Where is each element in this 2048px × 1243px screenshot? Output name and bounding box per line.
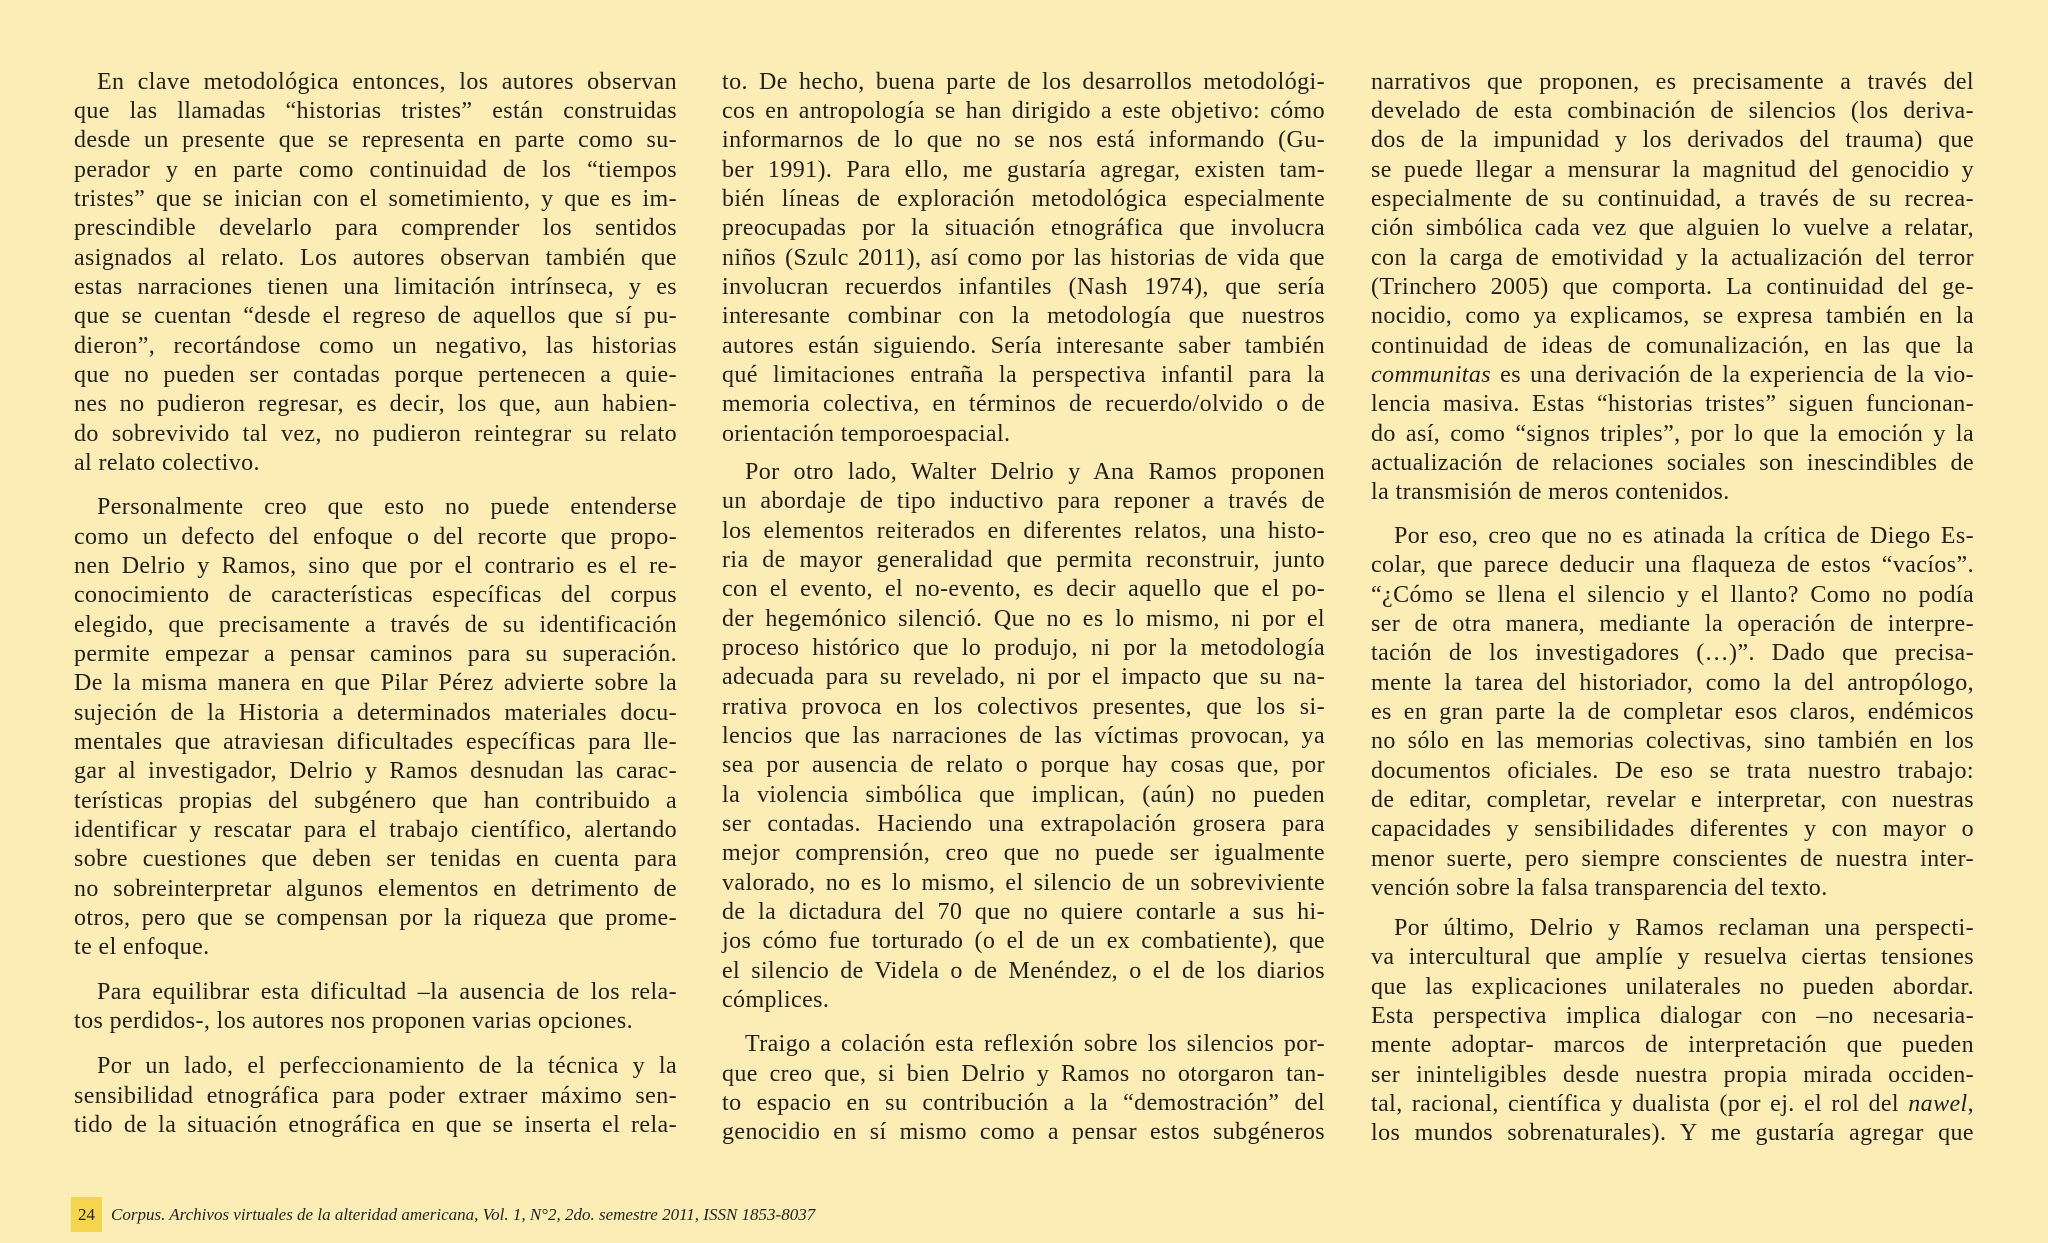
text-line: conocimiento de características específicas del corpus — [74, 582, 677, 609]
text-line: autores están siguiendo. Sería interesante saber también — [722, 332, 1325, 359]
text-column-2 — [722, 0, 1325, 1180]
paragraph — [74, 68, 677, 479]
text-line: nen Delrio y Ramos, sino que por el contrario es el re- — [74, 553, 677, 580]
text-line: dos de la impunidad y los derivados del trauma) que — [1371, 127, 1974, 154]
page-number: 24 — [71, 1197, 102, 1232]
text-line: Para equilibrar esta dificultad –la ausencia de los rela- — [97, 979, 677, 1005]
text-line: to espacio en su contribución a la “demostración” del — [722, 1089, 1325, 1116]
text-line: con el evento, el no-evento, es decir aquello que el po- — [722, 576, 1325, 603]
text-line: de editar, completar, revelar e interpretar, con nuestras — [1371, 787, 1974, 814]
emphasized-term: nawel — [1908, 1090, 1968, 1117]
text-line: mente adoptar- marcos de interpretación que pueden — [1371, 1032, 1974, 1059]
text-line: mentales que atraviesan dificultades específicas para lle- — [74, 729, 677, 756]
text-line: al relato colectivo. — [74, 449, 260, 476]
text-line: con la carga de emotividad y la actualización del terror — [1371, 244, 1974, 271]
text-line: dieron”, recortándose como un negativo, las historias — [74, 332, 677, 359]
text-line: que creo que, si bien Delrio y Ramos no otorgaron tan- — [722, 1060, 1325, 1087]
text-line: cómplices. — [722, 987, 830, 1013]
text-line: Por otro lado, Walter Delrio y Ana Ramos proponen — [745, 459, 1325, 486]
text-line: tos perdidos-, los autores nos proponen varias opciones. — [74, 1008, 633, 1035]
text-line: identificar y rescatar para el trabajo científico, alertando — [74, 817, 677, 843]
text-line: como un defecto del enfoque o del recorte que propo- — [74, 523, 677, 550]
text-line: prescindible develarlo para comprender los sentidos — [74, 215, 677, 242]
text-line: de la dictadura del 70 que no quiere contarle a sus hi- — [722, 899, 1325, 926]
paragraph — [722, 68, 1325, 449]
text-line: estas narraciones tienen una limitación intrínseca, y es — [74, 273, 677, 300]
text-line: mejor comprensión, creo que no puede ser igualmente — [722, 840, 1325, 867]
paragraph — [722, 458, 1325, 1015]
text-line: los mundos sobrenaturales). Y me gustaría agregar que — [1371, 1120, 1974, 1147]
text-line: que no pueden ser contadas porque pertenecen a quie- — [74, 361, 677, 388]
text-line: der hegemónico silenció. Que no es lo mismo, ni por el — [722, 605, 1325, 632]
text-line: sensibilidad etnográfica para poder extraer máximo sen- — [74, 1082, 677, 1109]
text-line: sea por ausencia de relato o porque hay cosas que, por — [722, 752, 1325, 779]
text-line: la transmisión de meros contenidos. — [1371, 479, 1730, 506]
text-line: menor suerte, pero siempre conscientes de nuestra inter- — [1371, 845, 1974, 872]
text-line: ser contadas. Haciendo una extrapolación grosera para — [722, 811, 1325, 838]
paragraph — [1371, 68, 1974, 508]
text-line: sujeción de la Historia a determinados materiales docu- — [74, 699, 677, 726]
text-line: lencia masiva. Estas “historias tristes” siguen funcionan- — [1371, 391, 1974, 418]
text-line: que las llamadas “historias tristes” están construidas — [74, 97, 677, 124]
text-line: qué limitaciones entraña la perspectiva infantil para la — [722, 361, 1325, 388]
text-column-1 — [74, 0, 677, 1180]
text-line: nocidio, como ya explicamos, se expresa también en la — [1371, 303, 1974, 330]
text-segment: tal, racional, científica y dualista (por ej. el rol del — [1371, 1090, 1909, 1117]
paragraph — [74, 978, 677, 1037]
text-line: bién líneas de exploración metodológica especialmente — [722, 185, 1325, 212]
text-line: la violencia simbólica que implican, (aún) no pueden — [722, 781, 1325, 808]
text-line: interesante combinar con la metodología que nuestros — [722, 303, 1325, 330]
text-line: to. De hecho, buena parte de los desarrollos metodológi- — [722, 68, 1325, 95]
text-line: tido de la situación etnográfica en que se inserta el rela- — [74, 1112, 677, 1139]
text-line: actualización de relaciones sociales son inescindibles de — [1371, 449, 1974, 476]
text-line: cos en antropología se han dirigido a este objetivo: cómo — [722, 97, 1325, 124]
text-line: Personalmente creo que esto no puede entenderse — [97, 494, 677, 521]
text-line: narrativos que proponen, es precisamente a través del — [1371, 68, 1974, 95]
text-line: ser ininteligibles desde nuestra propia mirada occiden- — [1371, 1061, 1974, 1088]
text-line: jos cómo fue torturado (o el de un ex combatiente), que — [722, 928, 1325, 955]
text-line: adecuada para su revelado, ni por el impacto que su na- — [722, 664, 1325, 691]
text-line: permite empezar a pensar caminos para su superación. — [74, 641, 677, 668]
text-line: ser de otra manera, mediante la operación de interpre- — [1371, 611, 1974, 638]
text-line: un abordaje de tipo inductivo para reponer a través de — [722, 488, 1325, 515]
text-line: proceso histórico que lo produjo, ni por la metodología — [722, 635, 1325, 662]
text-line: nes no pudieron regresar, es decir, los que, aun habien- — [74, 391, 677, 418]
text-line: En clave metodológica entonces, los autores observan — [97, 68, 677, 95]
text-line: es en gran parte la de completar esos claros, endémicos — [1371, 699, 1974, 726]
text-segment: es una derivación de la experiencia de la vio- — [1491, 361, 1974, 388]
text-line: continuidad de ideas de comunalización, en las que la — [1371, 332, 1974, 359]
text-line: que las explicaciones unilaterales no pueden abordar. — [1371, 973, 1974, 1000]
text-line: terísticas propias del subgénero que han contribuido a — [74, 787, 677, 814]
text-line: rrativa provoca en los colectivos presentes, que los si- — [722, 693, 1325, 720]
text-line: tación de los investigadores (…)”. Dado que precisa- — [1371, 640, 1974, 667]
text-line: ria de mayor generalidad que permita reconstruir, junto — [722, 547, 1325, 574]
text-line: perador y en parte como continuidad de los “tiempos — [74, 156, 677, 183]
text-line: De la misma manera en que Pilar Pérez advierte sobre la — [74, 670, 677, 697]
text-line: vención sobre la falsa transparencia del texto. — [1371, 875, 1828, 902]
text-line — [1371, 1090, 1974, 1119]
text-line: ción simbólica cada vez que alguien lo vuelve a relatar, — [1371, 215, 1974, 242]
text-line: “¿Cómo se llena el silencio y el llanto? Como no podía — [1371, 581, 1974, 608]
text-line: do sobrevivido tal vez, no pudieron reintegrar su relato — [74, 420, 677, 447]
text-line: los elementos reiterados en diferentes relatos, una histo- — [722, 517, 1325, 544]
text-line: tristes” que se inician con el sometimiento, y que es im- — [74, 185, 677, 212]
text-line: (Trinchero 2005) que comporta. La continuidad del ge- — [1371, 273, 1974, 300]
text-line: lencios que las narraciones de las víctimas provocan, ya — [722, 723, 1325, 750]
text-line: develado de esta combinación de silencios (los deriva- — [1371, 97, 1974, 124]
text-line: memoria colectiva, en términos de recuerdo/olvido o de — [722, 391, 1325, 418]
text-line: te el enfoque. — [74, 934, 210, 961]
text-line: especialmente de su continuidad, a través de su recrea- — [1371, 185, 1974, 212]
text-column-3 — [1371, 0, 1974, 1180]
text-line: desde un presente que se representa en parte como su- — [74, 127, 677, 154]
text-line — [1371, 361, 1974, 390]
text-line: elegido, que precisamente a través de su identificación — [74, 611, 677, 638]
text-line: documentos oficiales. De eso se trata nuestro trabajo: — [1371, 757, 1974, 784]
text-line: Por un lado, el perfeccionamiento de la técnica y la — [97, 1053, 677, 1080]
text-line: va intercultural que amplíe y resuelva ciertas tensiones — [1371, 944, 1974, 971]
text-line: no sobreinterpretar algunos elementos en detrimento de — [74, 875, 677, 902]
text-line: informarnos de lo que no se nos está informando (Gu- — [722, 127, 1325, 154]
paragraph — [1371, 522, 1974, 903]
journal-citation: Corpus. Archivos virtuales de la alteridad americana, Vol. 1, N°2, 2do. semestre 2011, ISSN 1853-8037 — [111, 1205, 816, 1224]
paragraph — [1371, 914, 1974, 1149]
text-line: mente la tarea del historiador, como la del antropólogo, — [1371, 669, 1974, 696]
text-line: Por último, Delrio y Ramos reclaman una perspecti- — [1394, 915, 1974, 941]
text-line: orientación temporoespacial. — [722, 420, 1011, 447]
text-line: gar al investigador, Delrio y Ramos desnudan las carac- — [74, 758, 677, 785]
text-line: Traigo a colación esta reflexión sobre los silencios por- — [745, 1031, 1325, 1058]
text-line: que se cuentan “desde el regreso de aquellos que sí pu- — [74, 303, 677, 330]
text-line: Por eso, creo que no es atinada la crítica de Diego Es- — [1394, 523, 1974, 550]
text-line: colar, que parece deducir una flaqueza de estos “vacíos”. — [1371, 552, 1974, 579]
text-line: genocidio en sí mismo como a pensar estos subgéneros — [722, 1119, 1325, 1146]
text-line: otros, pero que se compensan por la riqueza que prome- — [74, 904, 677, 931]
text-line: asignados al relato. Los autores observan también que — [74, 244, 677, 271]
text-line: el silencio de Videla o de Menéndez, o el de los diarios — [722, 957, 1325, 984]
emphasized-term: communitas — [1371, 361, 1491, 388]
text-line: ber 1991). Para ello, me gustaría agregar, existen tam- — [722, 156, 1325, 183]
text-line: niños (Szulc 2011), así como por las historias de vida que — [722, 244, 1325, 271]
text-line: involucran recuerdos infantiles (Nash 1974), que sería — [722, 273, 1325, 300]
text-line: do así, como “signos triples”, por lo que la emoción y la — [1371, 420, 1974, 447]
text-line: Esta perspectiva implica dialogar con –no necesaria- — [1371, 1002, 1974, 1029]
text-line: no sólo en las memorias colectivas, sino también en los — [1371, 728, 1974, 755]
text-line: sobre cuestiones que deben ser tenidas en cuenta para — [74, 846, 677, 873]
text-line: valorado, no es lo mismo, el silencio de un sobreviviente — [722, 869, 1325, 896]
text-segment: , — [1967, 1090, 1974, 1117]
text-line: preocupadas por la situación etnográfica que involucra — [722, 215, 1325, 242]
paragraph — [722, 1030, 1325, 1147]
paragraph — [74, 1052, 677, 1140]
text-line: se puede llegar a mensurar la magnitud del genocidio y — [1371, 156, 1974, 183]
paragraph — [74, 493, 677, 962]
text-line: capacidades y sensibilidades diferentes y con mayor o — [1371, 816, 1974, 843]
